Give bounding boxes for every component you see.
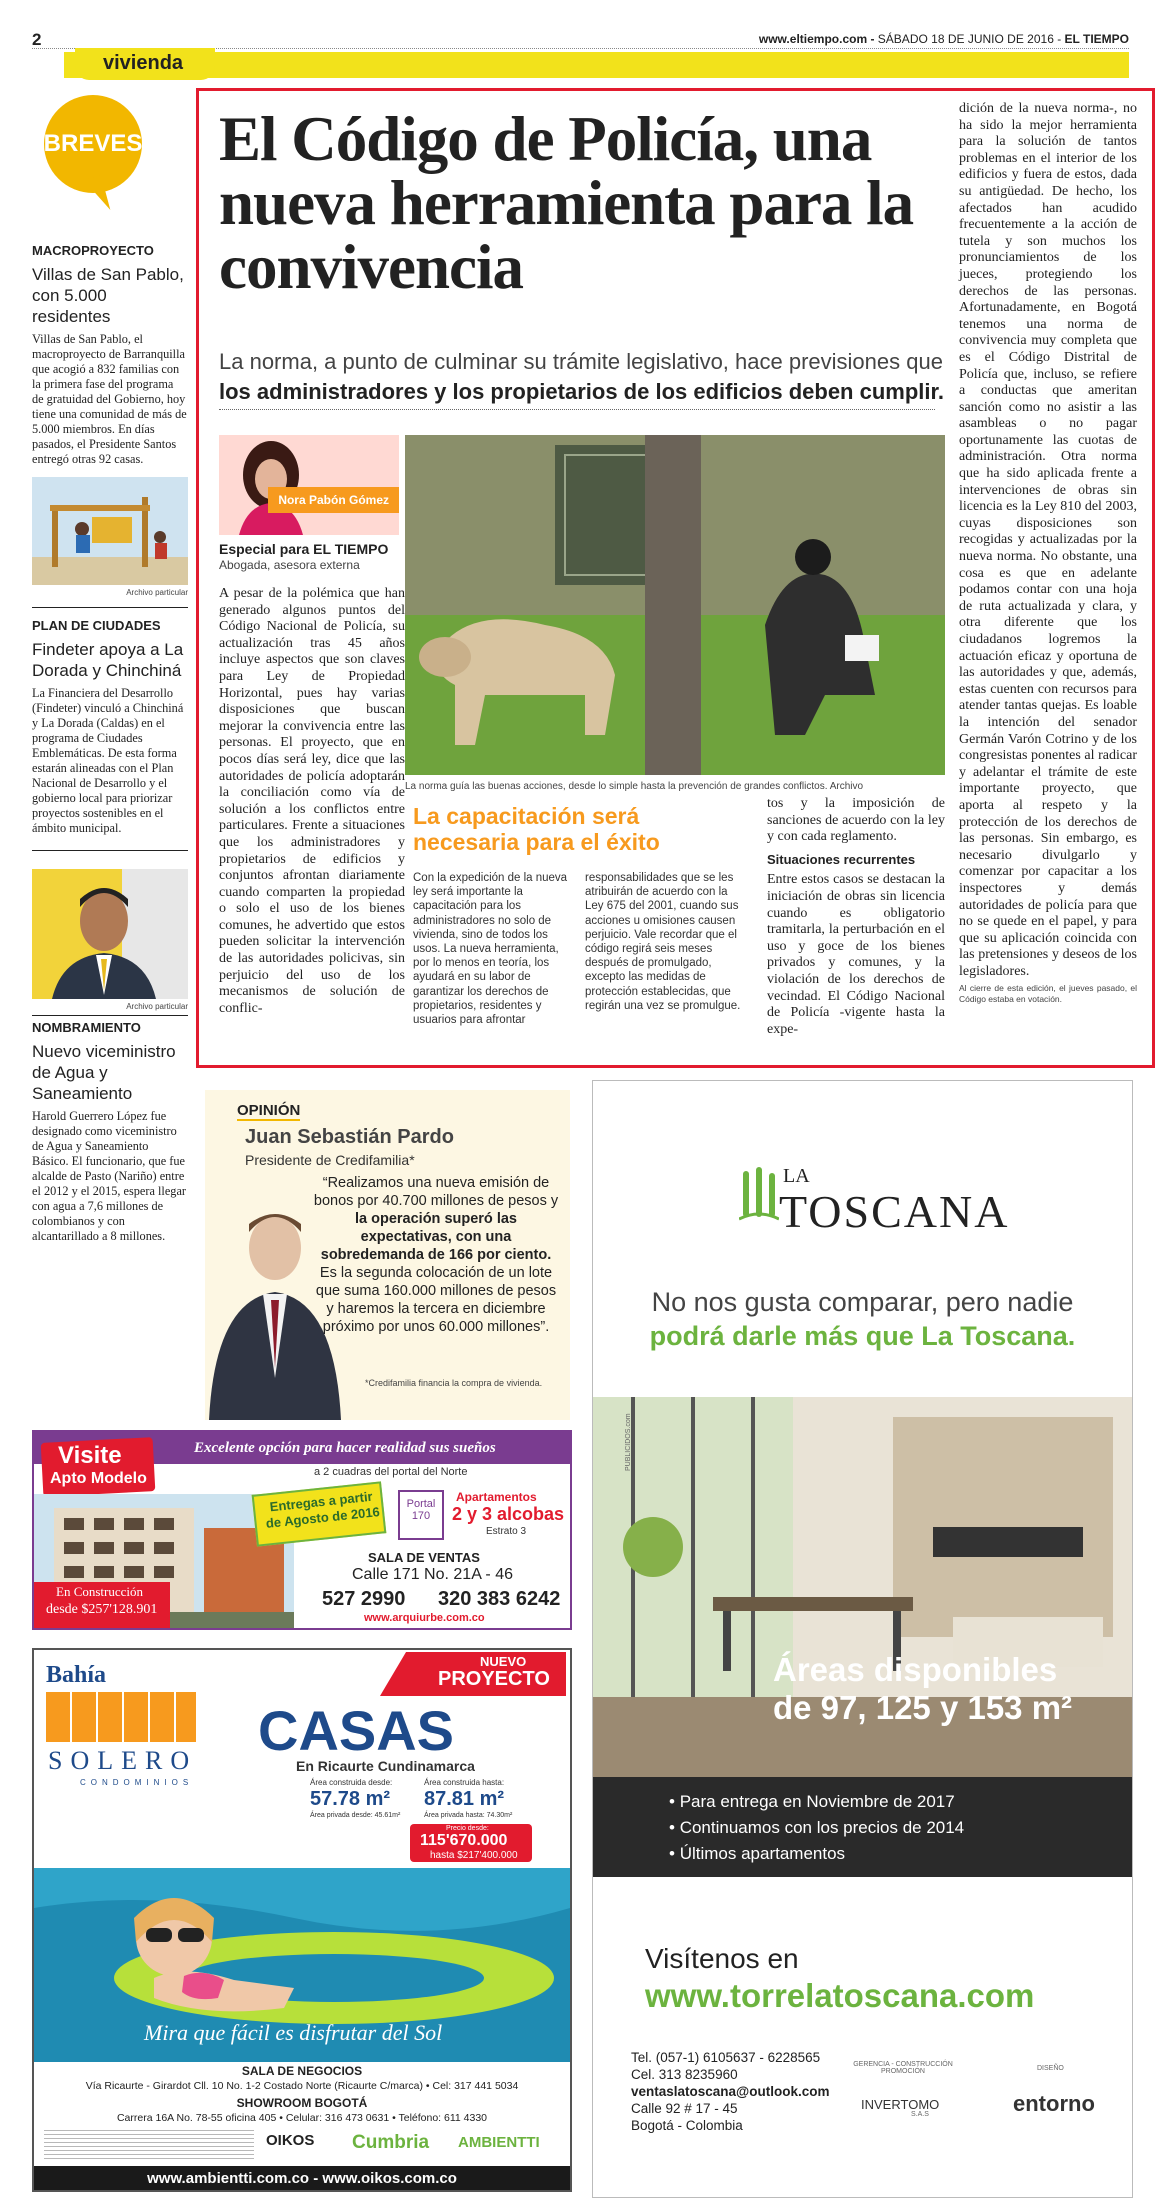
feature-item: • Últimos apartamentos [669,1844,846,1863]
contact-cell[interactable]: Cel. 313 8235960 [631,2067,738,2082]
areas-line-2: de 97, 125 y 153 m² [773,1689,1073,1726]
ad-line-1: No nos gusta comparar, pero nadie [651,1287,1074,1317]
fine-print [44,2130,254,2160]
brief-kicker: NOMBRAMIENTO [32,1020,141,1035]
entregas-label: Entregas a partir de Agosto de 2016 [265,1488,381,1531]
casas-label: CASAS [258,1699,455,1762]
sala-direccion: Calle 171 No. 21A - 46 [352,1566,513,1583]
author-role: Abogada, asesora externa [219,558,360,572]
area1-value: 57.78 m² [310,1788,391,1810]
ad-slogan: Mira que fácil es disfrutar del Sol [144,2020,443,2045]
contact-phone[interactable]: Tel. (057-1) 6105637 - 6228565 [631,2050,821,2065]
brief-headline: Findeter apoya a La Dorada y Chinchiná [32,640,184,680]
construccion-label: En Construcción [56,1584,144,1599]
ad-la-toscana[interactable] [592,1080,1133,2198]
area1-priv: Área privada desde: 45.61m² [310,1812,401,1819]
feature-text: Para entrega en Noviembre de 2017 [679,1792,955,1811]
location-label: En Ricaurte Cundinamarca [296,1758,475,1774]
apto-label: Apto Modelo [50,1470,147,1487]
ad-line-2: podrá darle más que La Toscana. [649,1321,1076,1351]
article-column-4 [959,101,1137,1005]
ad-web[interactable]: www.ambientti.com.co - www.oikos.com.co [147,2170,457,2187]
paper-name: EL TIEMPO [1064,32,1129,46]
column-3-text: tos y la imposición de sanciones de acuerdo con la ley y con cada reglamento. [767,796,945,845]
ad-web[interactable]: www.arquiurbe.com.co [364,1612,485,1624]
sala-negocios: SALA DE NEGOCIOS [241,2064,363,2078]
ad-tagline: Excelente opción para hacer realidad sus sueños [194,1440,496,1456]
contact-city: Bogotá - Colombia [631,2118,743,2133]
bahia-logo: Bahía [46,1662,107,1688]
opinion-role: Presidente de Credifamilia* [245,1152,415,1168]
brand-toscana: TOSCANA [779,1186,1010,1237]
site-url[interactable]: www.eltiempo.com - [758,32,875,46]
caption-credit: Archivo [829,781,864,792]
divider [32,1015,188,1016]
brief-kicker: PLAN DE CIUDADES [32,618,161,633]
phone-1[interactable]: 527 2990 [322,1588,406,1610]
showroom-address: Carrera 16A No. 78-55 oficina 405 • Celular: 316 473 0631 • Teléfono: 611 4330 [116,2112,488,2124]
ad-bahia-solero[interactable] [32,1648,572,2192]
opinion-footnote: *Credifamilia financia la compra de vivienda. [365,1378,543,1388]
section-bar [64,52,1129,78]
feature-item: • Para entrega en Noviembre de 2017 [669,1792,955,1811]
section-tab: vivienda [75,48,215,80]
quote-bold: la operación superó las expectativas, con una sobredemanda de 166 por ciento. [320,1211,552,1263]
author-photo [219,435,399,535]
solero-logo: SOLERO [48,1746,198,1775]
brief-headline: Villas de San Pablo, con 5.000 residentes [32,265,184,326]
invertomo-sas: S.A.S [911,2111,929,2118]
deck-rule [219,409,935,410]
article-column-1: A pesar de la polémica que han generado algunos puntos del Código Nacional de Policía, su actualización tras 45 años incluye aspectos que son claves para Ley de Propiedad Horizontal, pues hay varias disposiciones que buscan mejorar la convivencia entre las personas. El proyecto, que en pocos días será ley, dice que las autoridades de policía adoptarán la conciliación como vía de solución a los conflictos entre particulares. Frente a situaciones que los administradores y propietarios de edificios y conjuntos afrontan diariamente cuando comparten la propiedad o solo el uso de los bienes comunes, he advertido que estos pueden solicitar la intervención de las autoridades policivas, sin perjuicio del uso de los mecanismos de solución de conflic- [219,586,405,1016]
main-article [196,88,1155,1068]
article-column-3 [767,796,945,1038]
ambientti-logo: AMBIENTTI [458,2134,540,2151]
opinion-name: Juan Sebastián Pardo [245,1126,454,1148]
page-number: 2 [32,30,42,49]
sala-ventas: SALA DE VENTAS [368,1550,480,1565]
features-list [669,1789,964,1867]
gerencia-label: GERENCIA - CONSTRUCCIÓN PROMOCIÓN [853,2061,953,2075]
contact-address: Calle 92 # 17 - 45 [631,2101,738,2116]
brief-photo-playground [32,477,188,585]
price-label: Precio desde: [446,1825,489,1832]
ad-near: a 2 cuadras del portal del Norte [314,1466,468,1478]
breves-badge [44,95,142,193]
oikos-logo: OIKOS [266,2132,315,2149]
date: SÁBADO 18 DE JUNIO DE 2016 - [877,32,1062,46]
phone-2[interactable]: 320 383 6242 [438,1588,561,1610]
estrato-label: Estrato 3 [486,1526,527,1537]
column-3-subhead: Situaciones recurrentes [767,851,916,867]
areas-line-1: Áreas disponibles [773,1651,1058,1688]
condominios-label: CONDOMINIOS [80,1778,194,1787]
invertomo-logo: INVERTOMO [861,2097,940,2112]
contact-block [631,2049,829,2134]
editor-note: Al cierre de esta edición, el jueves pasado, el Código estaba en votación. [959,983,1137,1005]
area1-label: Área construida desde: [310,1778,393,1787]
area2-label: Área construida hasta: [424,1778,505,1787]
alcobas-label: 2 y 3 alcobas [452,1504,565,1524]
brief-text: La Financiera del Desarrollo (Findeter) vinculó a Chinchiná y La Dorada (Caldas) en el programa de Ciudades Emblemáticas. De esta forma estarán alineadas con el Plan Nacional de Desarrollo y el gobierno local para priorizar proyectos sostenibles en el ámbito municipal. [32,686,184,835]
entorno-logo: entorno [1013,2091,1095,2116]
area2-priv: Área privada hasta: 74.30m² [424,1812,513,1819]
photo-caption [405,781,945,792]
showroom-label: SHOWROOM BOGOTÁ [236,2096,368,2110]
diseno-label: DISEÑO [1037,2065,1064,2072]
article-deck-bold: los administradores y los propietarios de los edificios deben cumplir. [219,379,944,404]
page-header [759,32,1129,46]
quote-text: “Realizamos una nueva emisión de bonos por 40.700 millones de pesos y [313,1175,559,1209]
vertical-credit: PUBLICIDOS.com [625,1413,632,1471]
aptos-label: Apartamentos [456,1490,537,1504]
ad-arquiurbe[interactable] [32,1430,572,1630]
brief-text: Harold Guerrero López fue designado como viceministro de Agua y Saneamiento Básico. El funcionario, que fue alcalde de Pasto (Nariño) entre el 2012 y el 2015, espera llegar con agua a 7,6 millones de colombianos y con alcantarillado a 8 millones. [32,1109,186,1243]
article-main-photo [405,435,945,775]
visite-label: Visite [58,1442,122,1469]
brief-headline: Nuevo viceministro de Agua y Saneamiento [32,1042,176,1103]
article-column-2a: Con la expedición de la nueva ley será importante la capacitación para los administradores no solo de vivienda, sino de todos los usos. La nueva herramienta, por lo menos en teoría, los ayudará en su labor de garantizar los derechos de propietarios, residentes y usuarios para afrontar [413,872,568,1027]
photo-credit: Archivo particular [126,588,188,597]
article-deck: La norma, a punto de culminar su trámite legislativo, hace previsiones que [219,349,943,374]
quote-text-end: Es la segunda colocación de un lote que suma 160.000 millones de pesos y haremos la tercera en diciembre próximo por unos 60.000 millones”. [315,1265,557,1335]
article-subhead: La capacitación será necesaria para el éxito [413,803,660,855]
byline: Especial para EL TIEMPO [219,541,389,557]
opinion-label: OPINIÓN [237,1102,301,1119]
contact-email[interactable]: ventaslatoscana@outlook.com [631,2084,830,2099]
divider [32,850,188,851]
divider [32,607,188,608]
desde-price: desde $257'128.901 [46,1602,158,1617]
breves-column [32,95,188,1244]
nuevo-label: NUEVO [480,1654,527,1669]
toscana-trees-icon [739,1167,779,1228]
opinion-quote [311,1174,561,1336]
sala-address: Vía Ricaurte - Girardot Cll. 10 No. 1-2 Costado Norte (Ricaurte C/marca) • Cel: 317 441 5034 [85,2080,519,2092]
author-name: Nora Pabón Gómez [268,487,399,513]
area2-value: 87.81 m² [424,1788,505,1810]
caption-text: La norma guía las buenas acciones, desde lo simple hasta la prevención de grandes conflictos. [405,781,828,792]
solero-pattern [46,1692,196,1742]
breves-badge-label: BREVES [43,130,143,157]
article-column-2b: responsabilidades que se les atribuirán de acuerdo con la Ley 675 del 2001, cuando sus acciones u omisiones causen perjuicio. Vale recordar que el código regirá seis meses después de promulgado, excepto las medidas de protección establecidas, que regirán una vez se promulgue. [585,872,741,1012]
opinion-box [205,1090,570,1420]
photo-credit: Archivo particular [126,1002,188,1011]
feature-text: Continuamos con los precios de 2014 [679,1818,965,1837]
proyecto-label: PROYECTO [438,1668,550,1690]
price-to: hasta $217'400.000 [430,1850,518,1861]
cumbria-logo: Cumbria [352,2132,430,2153]
brief-photo-viceminister [32,869,188,999]
brief-text: Villas de San Pablo, el macroproyecto de Barranquilla que acogió a 832 familias con la primera fase del programa de gratuidad del Gobierno, hoy tiene una comunidad de más de 5.000 miembros. En días pasados, el Presidente Santos entregó otras 92 casas. [32,332,187,466]
price-from: 115'670.000 [420,1832,508,1849]
column-3-text-b: Entre estos casos se destacan la iniciación de obras sin licencia cuando es obligatorio tramitarla, la perturbación en el uso y goce de los bienes privados y comunes, y la violación de los derechos de vecindad. El Código Nacional de Policía -vigente hasta la expe- [767,872,945,1037]
brand-la: LA [783,1165,810,1187]
column-4-text: dición de la nueva norma-, no ha sido la mejor herramienta para la solución de tantos problemas en el interior de los edificios y fuera de estos, dada su antigüedad. De hecho, los afectados han acudido frecuentemente a la acción de tutela y son muchos los pronunciamientos de los jueces, protegiendo los derechos de las personas. Afortunadamente, en Bogotá tenemos una norma de convivencia muy completa que es el Código Distrital de Policía que, incluso, se refiere a conductas que ameritan sanción como no asistir a las asambleas o no pagar oportunamente las cuotas de administración. Otra norma que ha sido aplicada frente a intervenciones de obras sin licencia es la Ley 810 del 2003, cuyas disposiciones son recogidas y actualizadas por la nueva norma. No obstante, una cosa es que en adelante podamos contar con una hoja de ruta actualizada y clara, y otra diferente que los ciudadanos logremos la actuación eficaz y oportuna de las autoridades y que, además, estas cuenten con recursos para atender tantas quejas. Es loable la intención del senador Germán Varón Cotrino y de los congresistas ponentes al radicar y adelantar el trámite de este importante proyecto, que aporta al respeto y la protección de los derechos de las personas. Sin embargo, es necesario divulgarlo y comenzar por capacitar a los inspectores y demás autoridades de policía para que no se quede en el papel, y para que su aplicación coincida con las pretensiones y deseos de los legisladores. [959,101,1137,979]
portal-logo: Portal 170 [398,1490,444,1540]
ad-web[interactable]: www.torrelatoscana.com [645,1977,1035,2014]
brief-kicker: MACROPROYECTO [32,243,154,258]
feature-text: Últimos apartamentos [679,1844,846,1863]
article-title: El Código de Policía, una nueva herramienta para la convivencia [219,104,914,302]
feature-item: • Continuamos con los precios de 2014 [669,1818,965,1837]
visit-label: Visítenos en [645,1943,799,1974]
